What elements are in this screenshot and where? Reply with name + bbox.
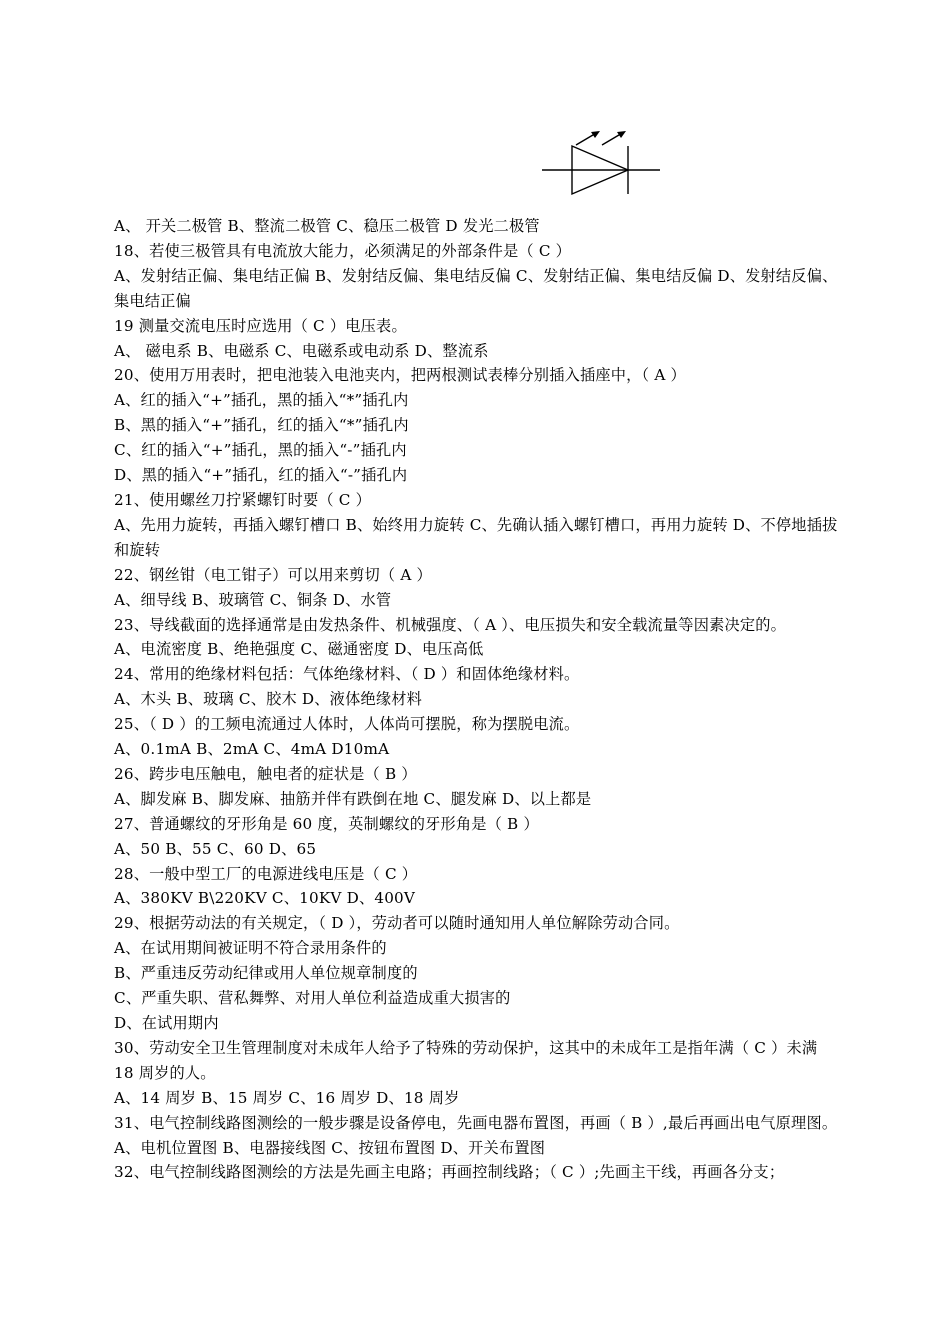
question-30: 30、劳动安全卫生管理制度对未成年人给予了特殊的劳动保护，这其中的未成年工是指年满（ C ）未满 18 周岁的人。	[114, 1038, 818, 1082]
option-line: A、脚发麻 B、脚发麻、抽筋并伴有跌倒在地 C、腿发麻 D、以上都是	[114, 789, 592, 808]
option-line: A、红的插入“+”插孔，黑的插入“*”插孔内	[114, 391, 409, 410]
option-line: A、电机位置图 B、电器接线图 C、按钮布置图 D、开关布置图	[114, 1138, 546, 1157]
option-line: C、严重失职、营私舞弊、对用人单位利益造成重大损害的	[114, 989, 511, 1008]
option-line: D、黑的插入“+”插孔，红的插入“-”插孔内	[114, 466, 408, 485]
question-27: 27、普通螺纹的牙形角是 60 度，英制螺纹的牙形角是（ B ）	[114, 814, 539, 833]
question-31: 31、电气控制线路图测绘的一般步骤是设备停电，先画电器布置图，再画（ B ）,最后再画出电气原理图。	[114, 1113, 838, 1132]
question-32: 32、电气控制线路图测绘的方法是先画主电路；再画控制线路；（ C ）;先画主干线，再画各分支；	[114, 1163, 785, 1182]
question-23: 23、导线截面的选择通常是由发热条件、机械强度、（ A ）、电压损失和安全载流量等因素决定的。	[114, 615, 787, 634]
option-line: A、木头 B、玻璃 C、胶木 D、液体绝缘材料	[114, 690, 423, 709]
option-line: A、0.1mA B、2mA C、4mA D10mA	[114, 740, 390, 759]
option-line: B、严重违反劳动纪律或用人单位规章制度的	[114, 964, 418, 983]
question-28: 28、一般中型工厂的电源进线电压是（ C ）	[114, 864, 418, 883]
option-line: A、细导线 B、玻璃管 C、铜条 D、水管	[114, 590, 392, 609]
question-29: 29、根据劳动法的有关规定，（ D ），劳动者可以随时通知用人单位解除劳动合同。	[114, 914, 680, 933]
option-line: A、380KV B\220KV C、10KV D、400V	[114, 889, 416, 908]
option-line: A、 开关二极管 B、整流二极管 C、稳压二极管 D 发光二极管	[114, 217, 540, 235]
question-22: 22、钢丝钳（电工钳子）可以用来剪切（ A ）	[114, 565, 432, 584]
question-21: 21、使用螺丝刀拧紧螺钉时要（ C ）	[114, 490, 372, 509]
option-line: A、 磁电系 B、电磁系 C、电磁系或电动系 D、整流系	[114, 341, 489, 360]
option-line: D、在试用期内	[114, 1014, 219, 1032]
option-line: A、先用力旋转，再插入螺钉槽口 B、始终用力旋转 C、先确认插入螺钉槽口，再用力旋转 D、不停地插拔和旋转	[114, 515, 838, 559]
question-20: 20、使用万用表时，把电池装入电池夹内，把两根测试表棒分别插入插座中，（ A ）	[114, 366, 686, 385]
option-line: C、红的插入“+”插孔，黑的插入“-”插孔内	[114, 441, 407, 460]
light-emitting-diode-symbol	[540, 126, 662, 200]
option-line: B、黑的插入“+”插孔，红的插入“*”插孔内	[114, 416, 409, 435]
option-line: A、电流密度 B、绝艳强度 C、磁通密度 D、电压高低	[114, 640, 484, 659]
question-19: 19 测量交流电压时应选用（ C ）电压表。	[114, 316, 407, 335]
question-26: 26、跨步电压触电，触电者的症状是（ B ）	[114, 764, 417, 783]
option-line: A、发射结正偏、集电结正偏 B、发射结反偏、集电结反偏 C、发射结正偏、集电结反偏 D、发射结反偏、集电结正偏	[114, 266, 838, 310]
question-25: 25、（ D ）的工频电流通过人体时，人体尚可摆脱，称为摆脱电流。	[114, 715, 580, 734]
option-line: A、14 周岁 B、15 周岁 C、16 周岁 D、18 周岁	[114, 1088, 460, 1107]
option-line: A、50 B、55 C、60 D、65	[114, 839, 317, 858]
option-line: A、在试用期间被证明不符合录用条件的	[114, 939, 387, 958]
question-18: 18、若使三极管具有电流放大能力，必须满足的外部条件是（ C ）	[114, 241, 572, 260]
question-24: 24、常用的绝缘材料包括：气体绝缘材料、（ D ）和固体绝缘材料。	[114, 665, 580, 684]
question-list	[114, 214, 840, 1185]
